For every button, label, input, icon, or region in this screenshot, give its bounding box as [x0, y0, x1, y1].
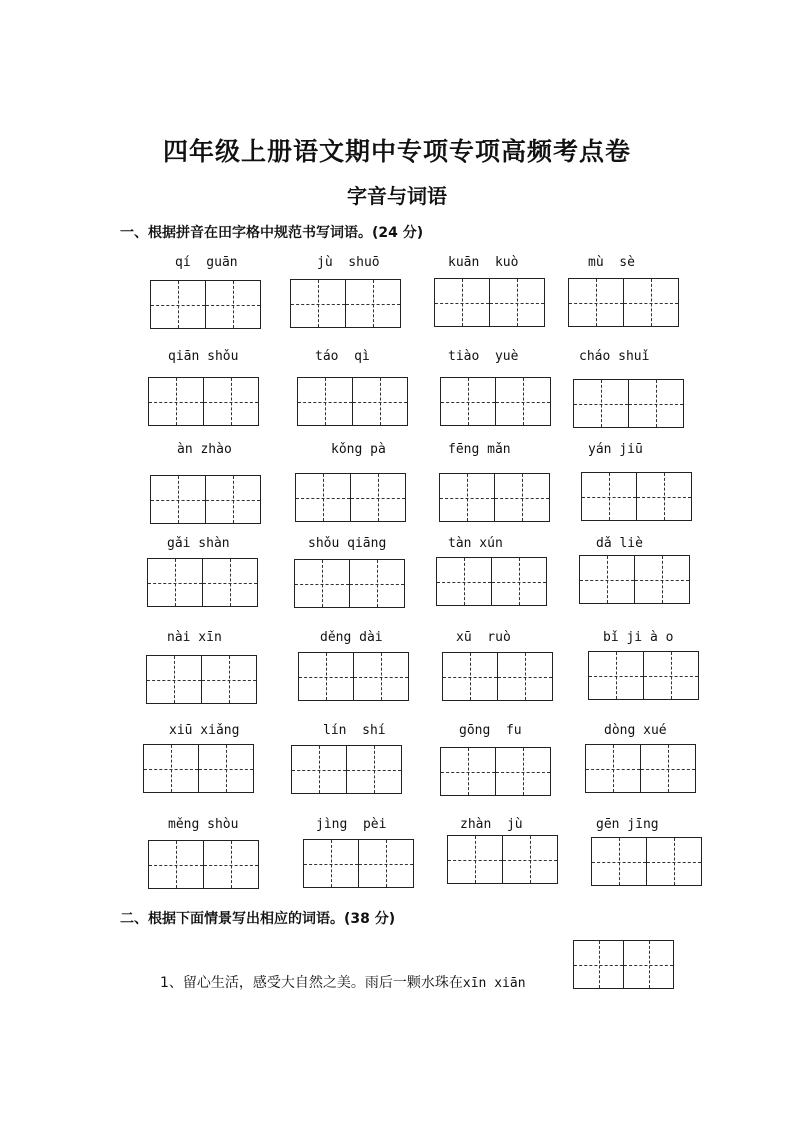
- writing-grid[interactable]: [573, 379, 684, 428]
- writing-grid[interactable]: [295, 473, 406, 522]
- pinyin-label: dǎ liè: [596, 536, 643, 551]
- writing-grid[interactable]: [146, 655, 257, 704]
- writing-grid[interactable]: [434, 278, 545, 327]
- pinyin-label: bǐ ji à o: [603, 630, 674, 645]
- writing-grid[interactable]: [436, 557, 547, 606]
- section-1-heading: 一、根据拼音在田字格中规范书写词语。(24 分): [120, 225, 424, 241]
- pinyin-label: àn zhào: [177, 442, 232, 457]
- pinyin-label: xū ruò: [456, 630, 511, 645]
- writing-grid[interactable]: [150, 280, 261, 329]
- writing-grid[interactable]: [294, 559, 405, 608]
- pinyin-label: zhàn jù: [460, 817, 523, 832]
- writing-grid[interactable]: [447, 835, 558, 884]
- writing-grid[interactable]: [442, 652, 553, 701]
- pinyin-label: jìng pèi: [316, 817, 387, 832]
- pinyin-label: xiū xiǎng: [169, 723, 240, 738]
- page-title: 四年级上册语文期中专项专项高频考点卷: [162, 137, 631, 166]
- writing-grid[interactable]: [581, 472, 692, 521]
- pinyin-label: nài xīn: [167, 630, 222, 645]
- pinyin-label: fēng mǎn: [448, 442, 511, 457]
- pinyin-label: jù shuō: [317, 255, 380, 270]
- pinyin-label: kuān kuò: [448, 255, 519, 270]
- writing-grid[interactable]: [579, 555, 690, 604]
- question-1-pinyin: xīn xiān: [462, 976, 526, 991]
- pinyin-label: gǎi shàn: [167, 536, 230, 551]
- question-1: [160, 972, 526, 992]
- pinyin-label: shǒu qiāng: [308, 536, 387, 551]
- pinyin-label: mù sè: [588, 255, 635, 270]
- writing-grid[interactable]: [150, 475, 261, 524]
- pinyin-label: kǒng pà: [331, 442, 386, 457]
- page-subtitle: 字音与词语: [347, 184, 447, 208]
- writing-grid[interactable]: [291, 745, 402, 794]
- writing-grid[interactable]: [568, 278, 679, 327]
- pinyin-label: gēn jīng: [596, 817, 659, 832]
- writing-grid[interactable]: [440, 747, 551, 796]
- writing-grid[interactable]: [303, 839, 414, 888]
- writing-grid[interactable]: [591, 837, 702, 886]
- pinyin-label: dòng xué: [604, 723, 667, 738]
- writing-grid[interactable]: [297, 377, 408, 426]
- writing-grid[interactable]: [588, 651, 699, 700]
- pinyin-label: tiào yuè: [448, 349, 519, 364]
- pinyin-label: yán jiū: [588, 442, 643, 457]
- writing-grid[interactable]: [143, 744, 254, 793]
- writing-grid[interactable]: [148, 840, 259, 889]
- writing-grid[interactable]: [148, 377, 259, 426]
- pinyin-label: děng dài: [320, 630, 383, 645]
- writing-grid[interactable]: [147, 558, 258, 607]
- section-2-heading: 二、根据下面情景写出相应的词语。(38 分): [120, 911, 396, 927]
- pinyin-label: cháo shuǐ: [579, 349, 650, 364]
- writing-grid[interactable]: [440, 377, 551, 426]
- writing-grid[interactable]: [573, 940, 674, 989]
- pinyin-label: táo qì: [315, 349, 370, 364]
- writing-grid[interactable]: [439, 473, 550, 522]
- pinyin-label: tàn xún: [448, 536, 503, 551]
- question-1-text: 1、留心生活，感受大自然之美。雨后一颗水珠在: [160, 975, 463, 991]
- pinyin-label: qí guān: [175, 255, 238, 270]
- pinyin-label: gōng fu: [459, 723, 522, 738]
- writing-grid[interactable]: [585, 744, 696, 793]
- pinyin-label: qiān shǒu: [168, 349, 239, 364]
- pinyin-label: lín shí: [323, 723, 386, 738]
- writing-grid[interactable]: [290, 279, 401, 328]
- writing-grid[interactable]: [298, 652, 409, 701]
- pinyin-label: měng shòu: [168, 817, 239, 832]
